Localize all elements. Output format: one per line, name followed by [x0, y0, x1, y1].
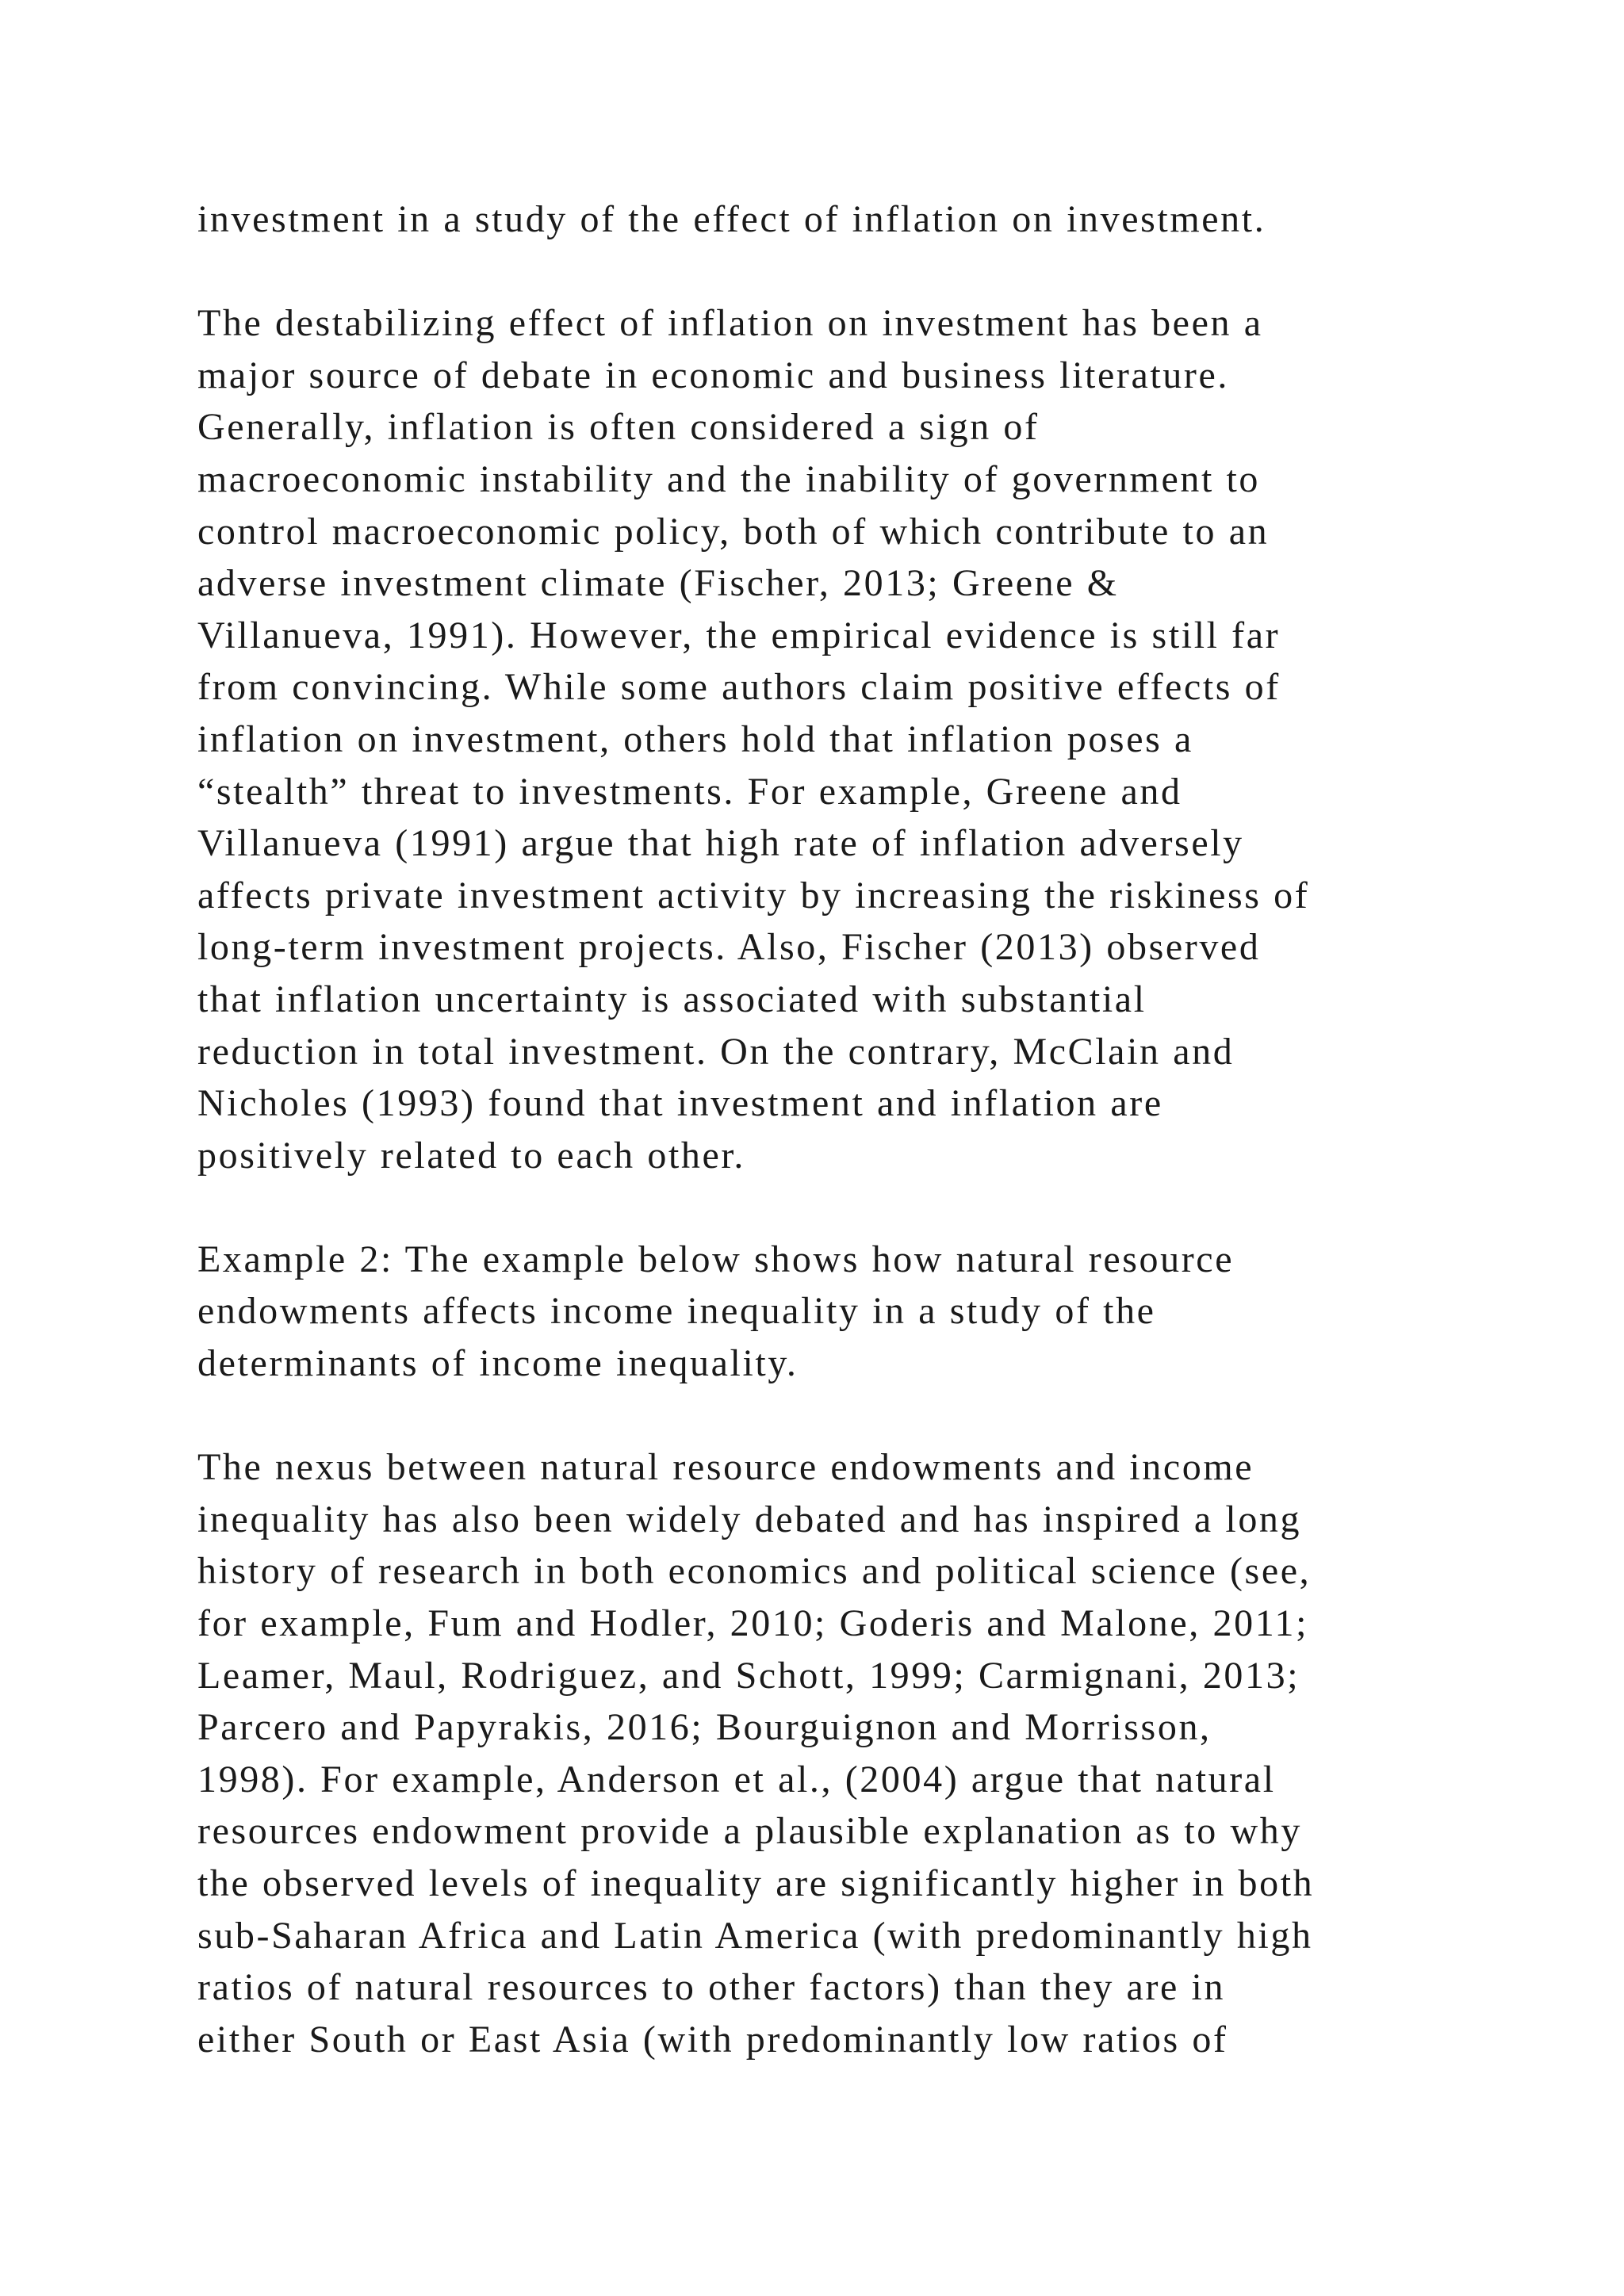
- paragraph-2: [197, 297, 1514, 1181]
- text-line: The destabilizing effect of inflation on investment has been a: [197, 302, 1263, 345]
- paragraph-gap: [197, 246, 1514, 298]
- text-line: Example 2: The example below shows how natural resource: [197, 1238, 1235, 1280]
- text-line: Nicholes (1993) found that investment and inflation are: [197, 1082, 1163, 1125]
- text-line: that inflation uncertainty is associated with substantial: [197, 978, 1147, 1020]
- paragraph-gap: [197, 1181, 1514, 1234]
- text-line: sub-Saharan Africa and Latin America (with predominantly high: [197, 1914, 1313, 1957]
- text-line: history of research in both economics and political science (see,: [197, 1550, 1312, 1593]
- text-line: the observed levels of inequality are significantly higher in both: [197, 1862, 1315, 1904]
- paragraph-1: [197, 193, 1514, 246]
- text-line: inequality has also been widely debated and has inspired a long: [197, 1498, 1302, 1540]
- text-line: Villanueva (1991) argue that high rate of inflation adversely: [197, 822, 1244, 865]
- text-line: resources endowment provide a plausible explanation as to why: [197, 1810, 1302, 1853]
- text-line: The nexus between natural resource endowments and income: [197, 1446, 1254, 1489]
- text-line: investment in a study of the effect of inflation on investment.: [197, 198, 1266, 240]
- paragraph-3: [197, 1234, 1514, 1390]
- text-line: Parcero and Papyrakis, 2016; Bourguignon and Morrisson,: [197, 1706, 1212, 1749]
- text-line: Villanueva, 1991). However, the empirical evidence is still far: [197, 614, 1281, 656]
- paragraph-gap: [197, 1390, 1514, 1442]
- body-text: [197, 193, 1514, 2065]
- text-line: for example, Fum and Hodler, 2010; Goderis and Malone, 2011;: [197, 1602, 1309, 1645]
- text-line: either South or East Asia (with predominantly low ratios of: [197, 2018, 1228, 2061]
- text-line: Generally, inflation is often considered a sign of: [197, 406, 1040, 449]
- text-line: 1998). For example, Anderson et al., (2004) argue that natural: [197, 1758, 1276, 1800]
- text-line: ratios of natural resources to other factors) than they are in: [197, 1966, 1226, 2009]
- text-line: determinants of income inequality.: [197, 1342, 799, 1385]
- text-line: inflation on investment, others hold that inflation poses a: [197, 718, 1193, 760]
- text-line: endowments affects income inequality in a study of the: [197, 1290, 1156, 1333]
- paragraph-4: [197, 1441, 1514, 2065]
- text-line: major source of debate in economic and business literature.: [197, 354, 1230, 396]
- text-line: Leamer, Maul, Rodriguez, and Schott, 1999; Carmignani, 2013;: [197, 1654, 1300, 1697]
- text-line: control macroeconomic policy, both of which contribute to an: [197, 510, 1270, 553]
- text-line: adverse investment climate (Fischer, 2013; Greene &: [197, 562, 1119, 605]
- text-line: affects private investment activity by increasing the riskiness of: [197, 874, 1310, 916]
- text-line: positively related to each other.: [197, 1134, 745, 1177]
- text-line: from convincing. While some authors claim positive effects of: [197, 666, 1281, 709]
- text-line: long-term investment projects. Also, Fischer (2013) observed: [197, 926, 1261, 969]
- text-line: reduction in total investment. On the contrary, McClain and: [197, 1030, 1235, 1073]
- text-line: “stealth” threat to investments. For example, Greene and: [197, 770, 1182, 813]
- text-line: macroeconomic instability and the inability of government to: [197, 457, 1261, 500]
